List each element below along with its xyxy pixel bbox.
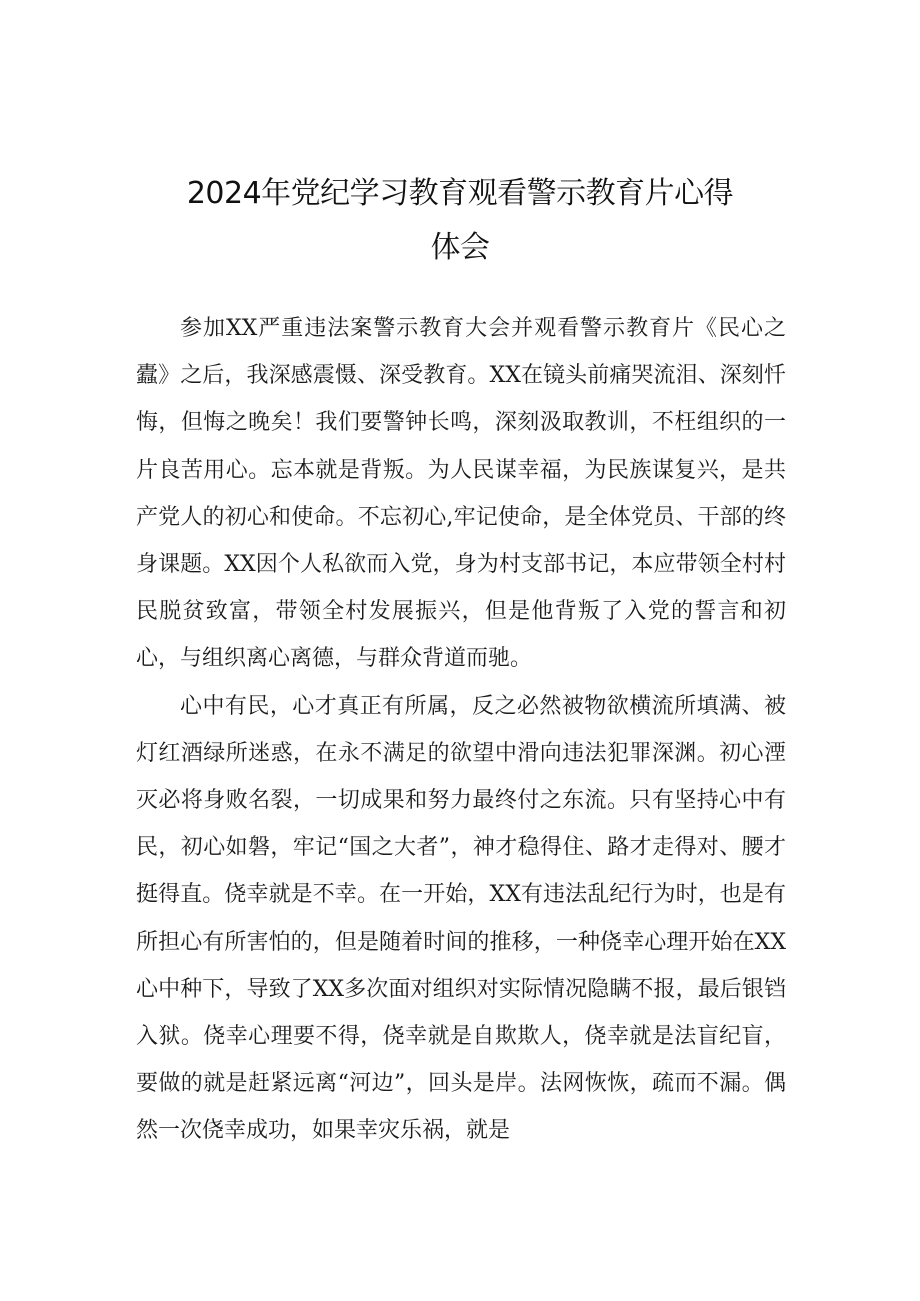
document-body <box>136 305 786 1155</box>
paragraph-1: 参加XX严重违法案警示教育大会并观看警示教育片《民心之蠹》之后，我深感震慑、深受教育。XX在镜头前痛哭流泪、深刻忏悔，但悔之晚矣！我们要警钟长鸣，深刻汲取教训，不枉组织的一片良苦用心。忘本就是背叛。为人民谋幸福，为民族谋复兴，是共产党人的初心和使命。不忘初心,牢记使命，是全体党员、干部的终身课题。XX因个人私欲而入党，身为村支部书记，本应带领全村村民脱贫致富，带领全村发展振兴，但是他背叛了入党的誓言和初心，与组织离心离德，与群众背道而驰。 <box>136 316 786 672</box>
title-line-1: 2024年党纪学习教育观看警示教育片心得 <box>186 176 734 211</box>
paragraph-2: 心中有民，心才真正有所属，反之必然被物欲横流所填满、被灯红酒绿所迷惑，在永不满足的欲望中滑向违法犯罪深渊。初心湮灭必将身败名裂，一切成果和努力最终付之东流。只有坚持心中有民，初心如磐，牢记“国之大者”，神才稳得住、路才走得对、腰才挺得直。侥幸就是不幸。在一开始，XX有违法乱纪行为时，也是有所担心有所害怕的，但是随着时间的推移，一种侥幸心理开始在XX心中种下，导致了XX多次面对组织对实际情况隐瞒不报，最后银铛入狱。侥幸心理要不得，侥幸就是自欺欺人，侥幸就是法盲纪盲，要做的就是赶紧远离“河边”，回头是岸。法网恢恢，疏而不漏。偶然一次侥幸成功，如果幸灾乐祸，就是 <box>136 693 786 1144</box>
title-line-2: 体会 <box>430 230 490 265</box>
document-title <box>100 167 820 275</box>
